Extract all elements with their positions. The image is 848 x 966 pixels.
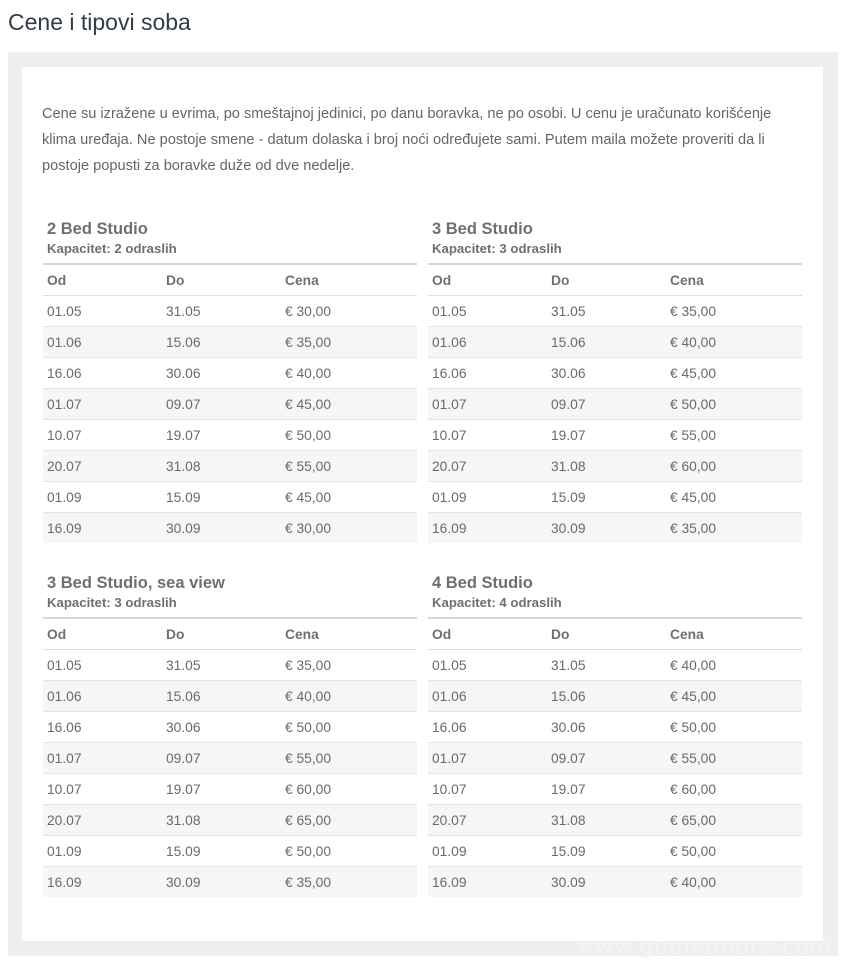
column-header-price: Cena — [666, 264, 802, 296]
room-title: 4 Bed Studio — [432, 574, 533, 592]
cell-to: 19.07 — [162, 420, 281, 451]
cell-from: 16.09 — [428, 513, 547, 544]
cell-price: € 65,00 — [666, 805, 802, 836]
cell-to: 30.09 — [547, 867, 666, 898]
cell-to: 15.06 — [162, 681, 281, 712]
cell-price: € 50,00 — [666, 389, 802, 420]
cell-price: € 35,00 — [666, 513, 802, 544]
cell-to: 19.07 — [162, 774, 281, 805]
watermark: www.guenamore.com — [576, 935, 832, 960]
table-row — [43, 358, 417, 389]
pricing-panel — [8, 52, 838, 956]
table-row — [428, 358, 802, 389]
cell-price: € 55,00 — [666, 743, 802, 774]
cell-from: 01.07 — [428, 389, 547, 420]
cell-price: € 45,00 — [666, 482, 802, 513]
cell-to: 19.07 — [547, 774, 666, 805]
cell-from: 01.09 — [43, 482, 162, 513]
cell-from: 20.07 — [428, 805, 547, 836]
cell-price: € 40,00 — [666, 650, 802, 681]
cell-from: 01.07 — [43, 743, 162, 774]
table-row — [43, 774, 417, 805]
cell-from: 01.06 — [428, 327, 547, 358]
table-row — [43, 327, 417, 358]
price-table — [428, 263, 802, 543]
pricing-content — [22, 67, 823, 941]
table-row — [428, 805, 802, 836]
cell-from: 20.07 — [428, 451, 547, 482]
cell-to: 15.09 — [162, 482, 281, 513]
column-header-price: Cena — [666, 618, 802, 650]
column-header-to: Do — [547, 264, 666, 296]
cell-from: 10.07 — [428, 774, 547, 805]
table-header-row — [43, 264, 417, 296]
page-title: Cene i tipovi soba — [8, 9, 191, 35]
room-card — [428, 572, 802, 897]
cell-price: € 50,00 — [666, 712, 802, 743]
cell-to: 19.07 — [547, 420, 666, 451]
room-title: 3 Bed Studio, sea view — [47, 574, 225, 592]
cell-to: 09.07 — [162, 389, 281, 420]
cell-from: 01.05 — [43, 296, 162, 327]
cell-to: 31.08 — [162, 805, 281, 836]
table-row — [428, 650, 802, 681]
cell-price: € 40,00 — [281, 358, 417, 389]
cell-from: 16.06 — [428, 712, 547, 743]
table-row — [43, 650, 417, 681]
cell-from: 01.05 — [428, 650, 547, 681]
cell-from: 16.06 — [43, 358, 162, 389]
table-header-row — [43, 618, 417, 650]
cell-price: € 35,00 — [281, 867, 417, 898]
table-row — [428, 389, 802, 420]
room-card — [428, 218, 802, 543]
table-row — [43, 836, 417, 867]
table-row — [428, 774, 802, 805]
cell-price: € 50,00 — [281, 712, 417, 743]
table-row — [428, 513, 802, 544]
cell-to: 31.08 — [547, 805, 666, 836]
cell-to: 30.06 — [162, 712, 281, 743]
cell-from: 10.07 — [43, 774, 162, 805]
cell-to: 15.09 — [162, 836, 281, 867]
cell-from: 16.09 — [428, 867, 547, 898]
cell-from: 01.06 — [43, 681, 162, 712]
table-row — [43, 712, 417, 743]
cell-to: 31.05 — [162, 296, 281, 327]
cell-to: 30.06 — [547, 358, 666, 389]
cell-price: € 55,00 — [666, 420, 802, 451]
column-header-from: Od — [428, 264, 547, 296]
column-header-price: Cena — [281, 618, 417, 650]
cell-to: 30.09 — [162, 867, 281, 898]
table-row — [43, 451, 417, 482]
cell-from: 01.07 — [43, 389, 162, 420]
room-capacity: Kapacitet: 3 odraslih — [432, 241, 562, 256]
cell-to: 15.06 — [547, 681, 666, 712]
cell-price: € 40,00 — [666, 867, 802, 898]
room-capacity: Kapacitet: 4 odraslih — [432, 595, 562, 610]
table-row — [43, 681, 417, 712]
cell-price: € 30,00 — [281, 513, 417, 544]
cell-from: 10.07 — [43, 420, 162, 451]
table-row — [428, 482, 802, 513]
cell-to: 30.06 — [547, 712, 666, 743]
cell-from: 01.05 — [428, 296, 547, 327]
table-row — [43, 296, 417, 327]
cell-price: € 50,00 — [281, 836, 417, 867]
cell-to: 31.08 — [547, 451, 666, 482]
cell-price: € 45,00 — [666, 358, 802, 389]
cell-from: 01.06 — [428, 681, 547, 712]
cell-price: € 45,00 — [281, 389, 417, 420]
table-row — [428, 420, 802, 451]
table-header-row — [428, 264, 802, 296]
room-title: 2 Bed Studio — [47, 220, 148, 238]
table-row — [43, 867, 417, 898]
cell-price: € 50,00 — [281, 420, 417, 451]
table-row — [428, 327, 802, 358]
cell-to: 31.05 — [162, 650, 281, 681]
column-header-from: Od — [43, 264, 162, 296]
column-header-price: Cena — [281, 264, 417, 296]
cell-from: 16.06 — [43, 712, 162, 743]
cell-to: 30.09 — [162, 513, 281, 544]
cell-to: 09.07 — [162, 743, 281, 774]
cell-from: 01.07 — [428, 743, 547, 774]
cell-from: 01.09 — [428, 836, 547, 867]
cell-to: 15.06 — [162, 327, 281, 358]
cell-to: 31.05 — [547, 296, 666, 327]
table-row — [43, 805, 417, 836]
cell-to: 09.07 — [547, 389, 666, 420]
table-row — [43, 389, 417, 420]
column-header-from: Od — [43, 618, 162, 650]
cell-price: € 55,00 — [281, 451, 417, 482]
cell-from: 16.06 — [428, 358, 547, 389]
price-table — [43, 263, 417, 543]
cell-price: € 60,00 — [666, 774, 802, 805]
room-card — [43, 572, 417, 897]
column-header-to: Do — [547, 618, 666, 650]
table-row — [43, 482, 417, 513]
cell-price: € 45,00 — [281, 482, 417, 513]
cell-price: € 35,00 — [666, 296, 802, 327]
cell-to: 31.05 — [547, 650, 666, 681]
cell-price: € 55,00 — [281, 743, 417, 774]
cell-to: 30.09 — [547, 513, 666, 544]
table-row — [428, 743, 802, 774]
table-row — [43, 513, 417, 544]
column-header-from: Od — [428, 618, 547, 650]
cell-price: € 50,00 — [666, 836, 802, 867]
table-row — [43, 743, 417, 774]
cell-from: 01.09 — [428, 482, 547, 513]
cell-from: 16.09 — [43, 867, 162, 898]
table-row — [428, 867, 802, 898]
table-row — [428, 712, 802, 743]
cell-price: € 30,00 — [281, 296, 417, 327]
cell-to: 31.08 — [162, 451, 281, 482]
price-table — [43, 617, 417, 897]
cell-price: € 40,00 — [666, 327, 802, 358]
table-header-row — [428, 618, 802, 650]
cell-from: 20.07 — [43, 451, 162, 482]
cell-from: 20.07 — [43, 805, 162, 836]
cell-price: € 45,00 — [666, 681, 802, 712]
cell-price: € 60,00 — [666, 451, 802, 482]
cell-to: 15.09 — [547, 482, 666, 513]
price-table — [428, 617, 802, 897]
room-capacity: Kapacitet: 2 odraslih — [47, 241, 177, 256]
cell-price: € 40,00 — [281, 681, 417, 712]
cell-from: 01.09 — [43, 836, 162, 867]
intro-text: Cene su izražene u evrima, po smeštajnoj jedinici, po danu boravka, ne po osobi. U cenu je uračunato korišćenje klima uređaja. Ne postoje smene - datum dolaska i broj noći određujete sami. Putem maila možete proveriti da li postoje popusti za boravke duže od dve nedelje. — [42, 106, 772, 174]
cell-to: 09.07 — [547, 743, 666, 774]
table-row — [428, 451, 802, 482]
room-title: 3 Bed Studio — [432, 220, 533, 238]
column-header-to: Do — [162, 618, 281, 650]
cell-to: 30.06 — [162, 358, 281, 389]
cell-price: € 60,00 — [281, 774, 417, 805]
cell-from: 10.07 — [428, 420, 547, 451]
column-header-to: Do — [162, 264, 281, 296]
cell-from: 16.09 — [43, 513, 162, 544]
table-row — [428, 296, 802, 327]
table-row — [428, 681, 802, 712]
cell-from: 01.05 — [43, 650, 162, 681]
cell-from: 01.06 — [43, 327, 162, 358]
cell-price: € 35,00 — [281, 327, 417, 358]
cell-to: 15.09 — [547, 836, 666, 867]
cell-price: € 35,00 — [281, 650, 417, 681]
table-row — [428, 836, 802, 867]
cell-to: 15.06 — [547, 327, 666, 358]
room-capacity: Kapacitet: 3 odraslih — [47, 595, 177, 610]
table-row — [43, 420, 417, 451]
room-card — [43, 218, 417, 543]
cell-price: € 65,00 — [281, 805, 417, 836]
